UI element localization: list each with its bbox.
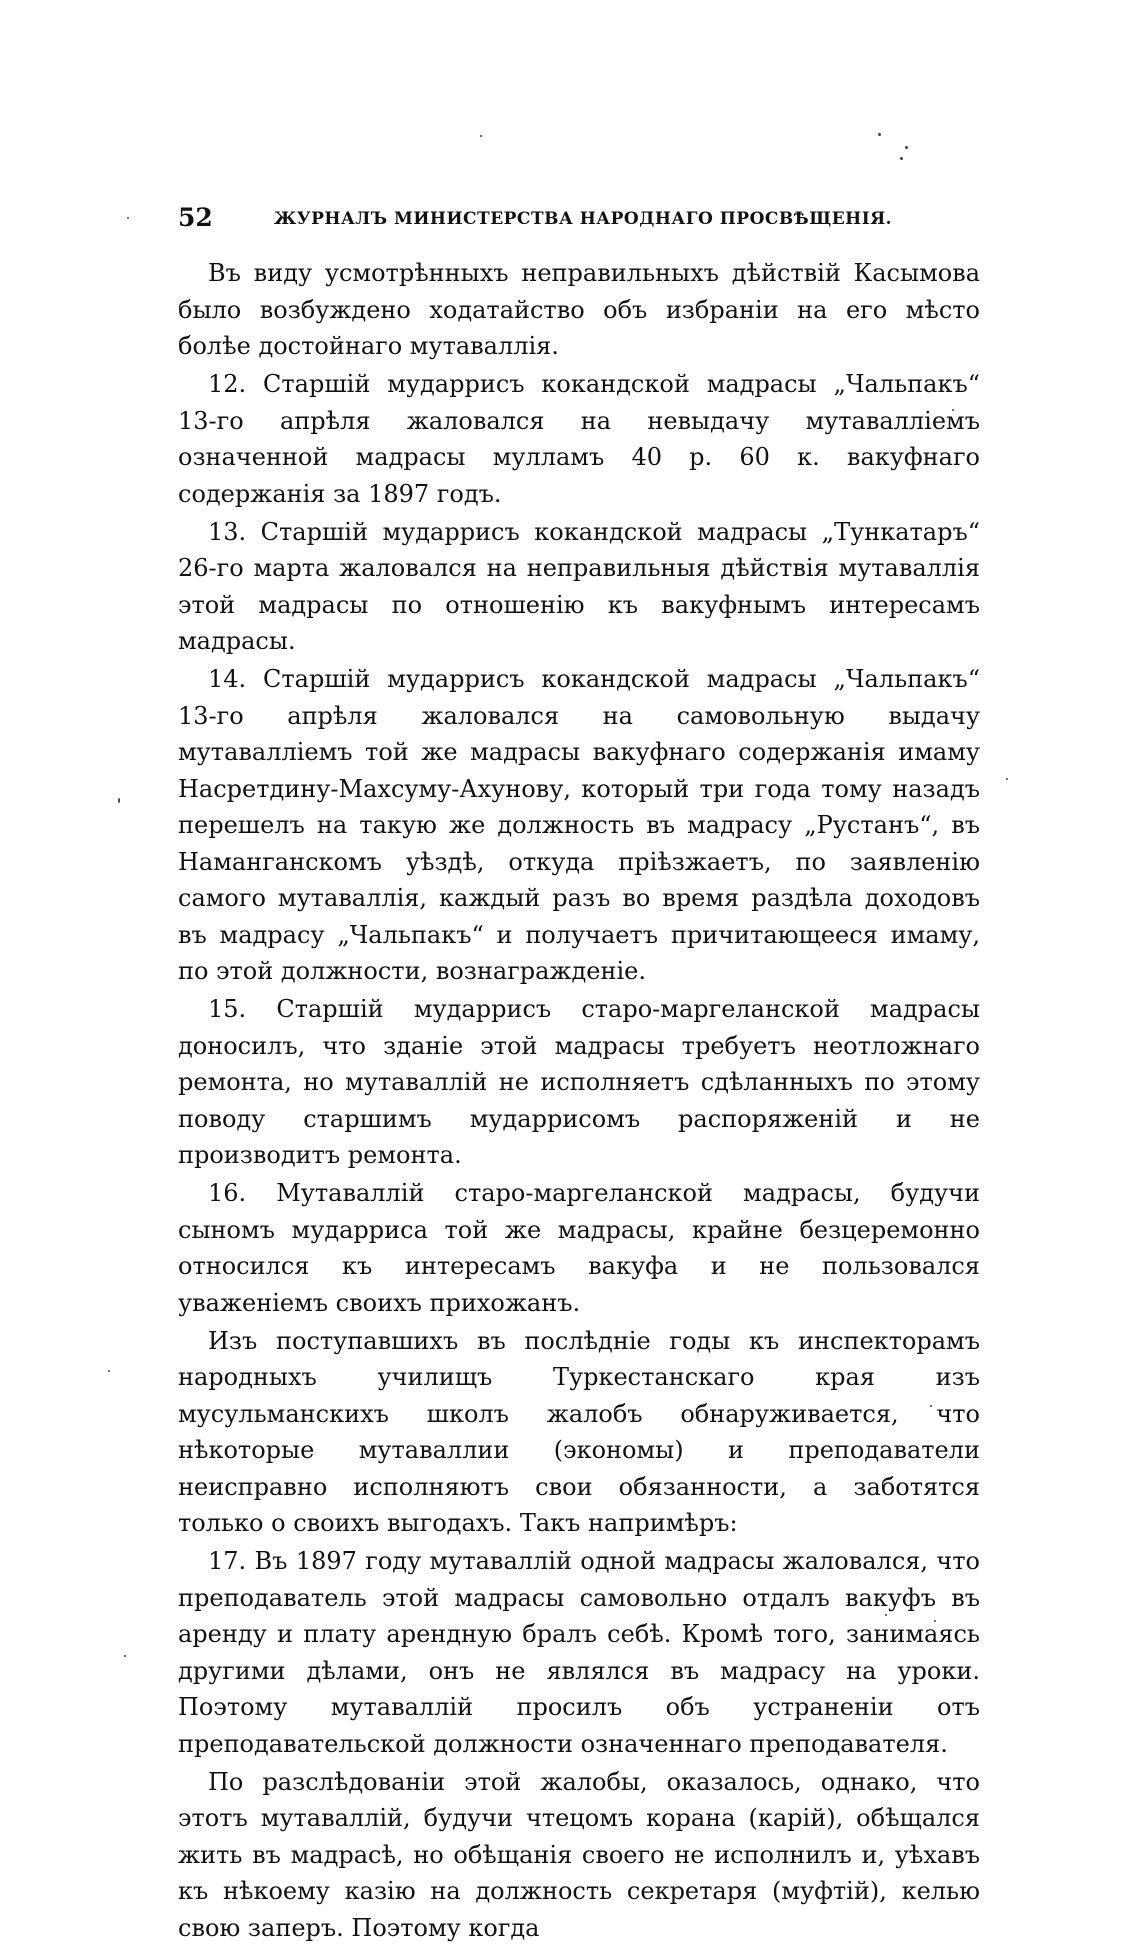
paragraph-complaints: Изъ поступавшихъ въ послѣдніе годы къ инспекторамъ народныхъ училищъ Туркестанскаго края изъ мусульманскихъ школъ жалобъ обнаруживается, что нѣкоторые мутаваллии (экономы) и преподаватели неисправно исполняютъ свои обязанности, а заботятся только о своихъ выгодахъ. Такъ напримѣръ: xyxy=(178,1323,980,1542)
paragraph-13: 13. Старшій мударрисъ кокандской мадрасы „Тункатаръ“ 26-го марта жаловался на неправильныя дѣйствія мутаваллія этой мадрасы по отношенію къ вакуфнымъ интересамъ мадрасы. xyxy=(178,514,980,660)
body-text xyxy=(178,255,980,1946)
paragraph-investigation: По разслѣдованіи этой жалобы, оказалось, однако, что этотъ мутаваллій, будучи чтецомъ корана (карій), обѣщался жить въ мадрасѣ, но обѣщанія своего не исполнилъ и, уѣхавъ къ нѣкоему казію на должность секретаря (муфтій), келью свою заперъ. Поэтому когда xyxy=(178,1764,980,1946)
paragraph-12: 12. Старшій мударрисъ кокандской мадрасы „Чальпакъ“ 13-го апрѣля жаловался на невыдачу мутаваллiемъ означенной мадрасы мулламъ 40 р. 60 к. вакуфнаго содержанія за 1897 годъ. xyxy=(178,366,980,512)
journal-title: ЖУРНАЛЪ МИНИСТЕРСТВА НАРОДНАГО ПРОСВѢЩЕНІЯ. xyxy=(274,204,892,234)
paragraph-17: 17. Въ 1897 году мутаваллій одной мадрасы жаловался, что преподаватель этой мадрасы самовольно отдалъ вакуфъ въ аренду и плату арендную бралъ себѣ. Кромѣ того, занимаясь другими дѣлами, онъ не являлся въ мадрасу на уроки. Поэтому мутаваллій просилъ объ устраненіи отъ преподавательской должности означеннаго преподавателя. xyxy=(178,1543,980,1762)
paragraph-15: 15. Старшій мударрисъ старо-маргеланской мадрасы доносилъ, что зданіе этой мадрасы требуетъ неотложнаго ремонта, но мутаваллій не исполняетъ сдѣланныхъ по этому поводу старшимъ мударрисомъ распоряженій и не производитъ ремонта. xyxy=(178,991,980,1174)
page-number: 52 xyxy=(178,200,213,236)
running-head xyxy=(178,200,980,236)
paragraph-14: 14. Старшій мударрисъ кокандской мадрасы „Чальпакъ“ 13-го апрѣля жаловался на самовольную выдачу мутаваллiемъ той же мадрасы вакуфнаго содержанія имаму Насретдину-Махсуму-Ахунову, который три года тому назадъ перешелъ на такую же должность въ мадрасу „Рустанъ“, въ Наманганскомъ уѣздѣ, откуда пріѣзжаетъ, по заявленію самого мутаваллія, каждый разъ во время раздѣла доходовъ въ мадрасу „Чальпакъ“ и получаетъ причитающееся имаму, по этой должности, вознагражденіе. xyxy=(178,661,980,990)
paragraph-16: 16. Мутаваллій старо-маргеланской мадрасы, будучи сыномъ мударриса той же мадрасы, крайне безцеремонно относился къ интересамъ вакуфа и не пользовался уваженіемъ своихъ прихожанъ. xyxy=(178,1175,980,1321)
paragraph-intro: Въ виду усмотрѣнныхъ неправильныхъ дѣйствій Касымова было возбуждено ходатайство объ избраніи на его мѣсто болѣе достойнаго мутаваллія. xyxy=(178,255,980,365)
